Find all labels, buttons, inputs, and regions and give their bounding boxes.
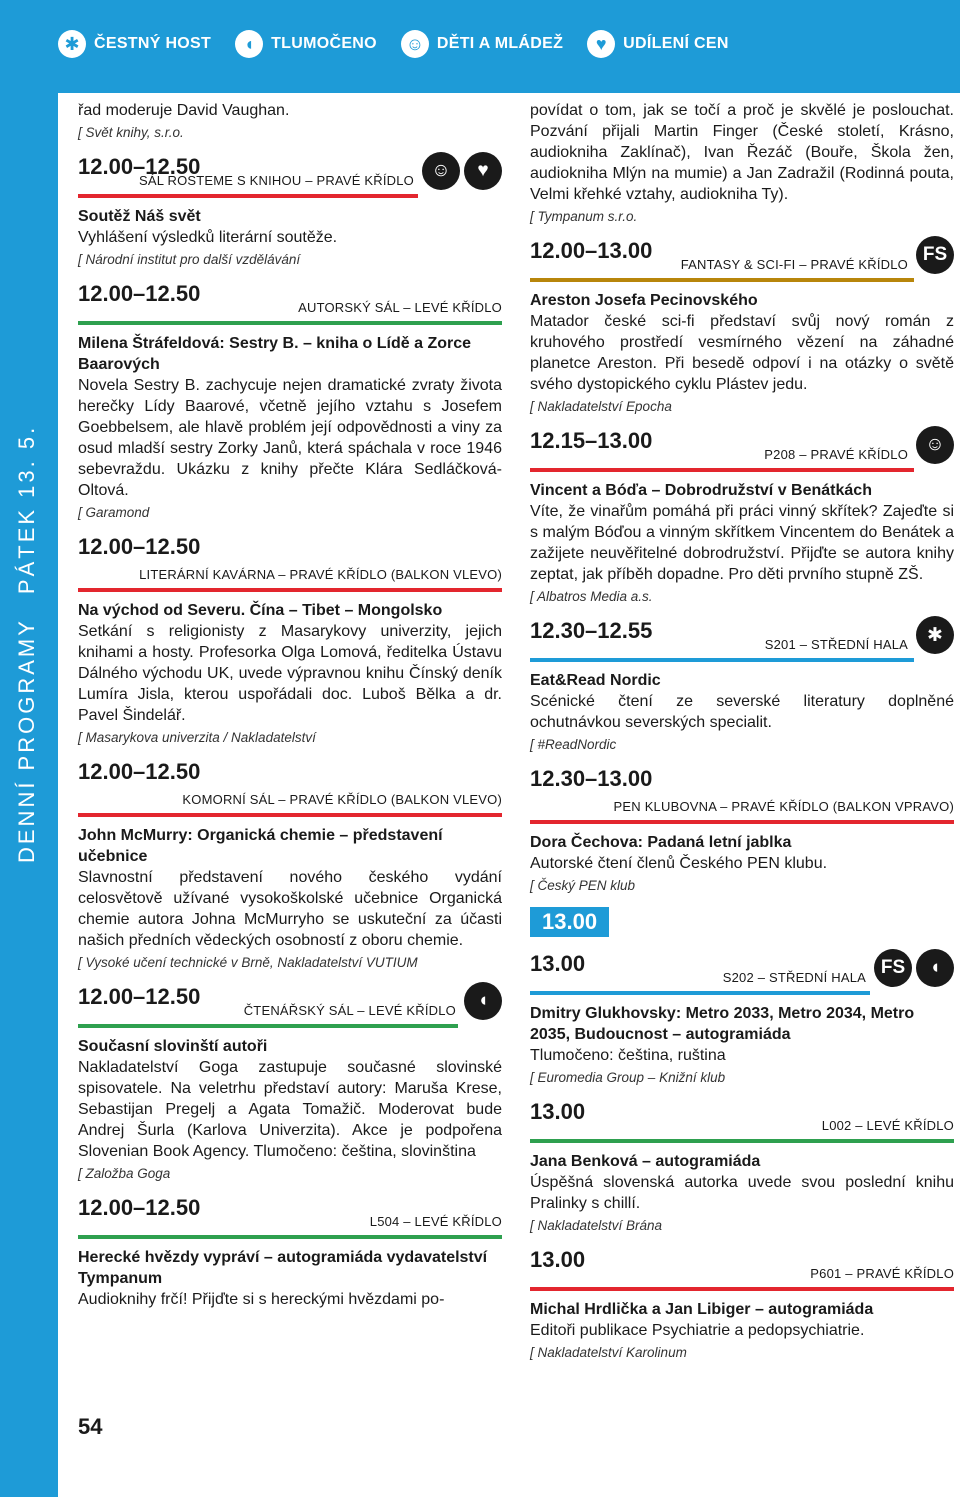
event-time: 12.00–12.50	[78, 759, 201, 784]
award-icon: ♥	[464, 152, 502, 190]
legend-item-interpreted	[235, 30, 377, 58]
smiley-icon: ☺	[916, 426, 954, 464]
legend-item-honor	[58, 30, 211, 58]
event-title: Současní slovinští autoři	[78, 1038, 268, 1055]
header-bar	[0, 0, 960, 93]
event-publisher: [ Národní institut pro další vzdělávání	[78, 252, 301, 267]
smiley-icon: ☺	[422, 152, 460, 190]
event-publisher: [ Euromedia Group – Knižní klub	[530, 1070, 726, 1085]
event-venue: P208 – PRAVÉ KŘÍDLO	[764, 447, 908, 462]
event-description: řad moderuje David Vaughan.	[78, 102, 290, 119]
intro-continuation	[530, 100, 954, 224]
event-block	[78, 534, 502, 745]
event-block	[78, 984, 502, 1181]
event-block	[530, 766, 954, 893]
sidebar-title: DENNÍ PROGRAMY	[14, 618, 39, 863]
fs-icon: FS	[874, 949, 912, 987]
event-venue: AUTORSKÝ SÁL – LEVÉ KŘÍDLO	[298, 300, 502, 315]
legend-item-awards	[587, 30, 729, 58]
venue-bar	[530, 820, 954, 824]
event-description: Autorské čtení členů Českého PEN klubu.	[530, 855, 828, 872]
event-publisher: [ #ReadNordic	[530, 737, 617, 752]
legend-label: DĚTI A MLÁDEŽ	[436, 35, 564, 52]
event-description: Setkání s religionisty z Masarykovy univerzity, jejich knihami a hosty. Profesorka Olga Lomová, ředitelka Ústavu Dálného východu UK, uvede výpravnou knihu Čínský deník Lumíra Jisla, kterou uspořádali doc. Luboš Bělka a dr. Pavel Šindelář.	[78, 623, 502, 724]
event-venue: KOMORNÍ SÁL – PRAVÉ KŘÍDLO (BALKON VLEVO)	[182, 792, 502, 807]
venue-bar	[530, 468, 914, 472]
event-venue: FANTASY & SCI-FI – PRAVÉ KŘÍDLO	[680, 257, 908, 272]
event-block	[530, 1247, 954, 1360]
event-description: Nakladatelství Goga zastupuje současné slovinské spisovatele. Na veletrhu představí autory: Maruša Krese, Sebastijan Pregelj a Agata Tomažič. Moderovat bude Andrej Šurla (Karlova Univerzita). Akce je podpořena Slovenian Book Agency. Tlumočeno: čeština, slovinština	[78, 1059, 502, 1160]
event-publisher: [ Svět knihy, s.r.o.	[78, 125, 184, 140]
hour-box: 13.00	[530, 907, 609, 937]
legend	[58, 30, 753, 58]
venue-bar	[78, 813, 502, 817]
event-venue: PEN KLUBOVNA – PRAVÉ KŘÍDLO (BALKON VPRAVO)	[613, 799, 954, 814]
venue-bar	[530, 1139, 954, 1143]
speech-icon: ◖	[916, 949, 954, 987]
event-description: Novela Sestry B. zachycuje nejen dramatické zvraty života herečky Lídy Baarové, včetně jejího vztahu s Josefem Goebbelsem, ale hlavě problém její odpovědnosti a viny za osud mladší sestry Zorky Janů, která spáchala v roce 1946 sebevraždu. Ukázku z knihy přečte Klára Sedláčková-Oltová.	[78, 377, 502, 499]
right-column	[530, 100, 954, 1374]
event-venue: L002 – LEVÉ KŘÍDLO	[821, 1118, 954, 1133]
event-time: 12.00–12.50	[78, 534, 201, 559]
event-venue: L504 – LEVÉ KŘÍDLO	[369, 1214, 502, 1229]
event-venue: P601 – PRAVÉ KŘÍDLO	[810, 1266, 954, 1281]
event-description: Tlumočeno: čeština, ruština	[530, 1047, 726, 1064]
event-block	[530, 951, 954, 1085]
event-venue: SÁL ROSTEME S KNIHOU – PRAVÉ KŘÍDLO	[138, 173, 414, 188]
event-venue: LITERÁRNÍ KAVÁRNA – PRAVÉ KŘÍDLO (BALKON VLEVO)	[139, 567, 502, 582]
intro-continuation	[78, 100, 502, 140]
event-title: Herecké hvězdy vypráví – autogramiáda vydavatelství Tympanum	[78, 1249, 488, 1287]
event-time: 13.00	[530, 1099, 586, 1124]
event-title: Michal Hrdlička a Jan Libiger – autogramiáda	[530, 1301, 874, 1318]
event-description: Editoři publikace Psychiatrie a pedopsychiatrie.	[530, 1322, 865, 1339]
event-time: 12.00–12.50	[78, 281, 201, 306]
event-description: Slavnostní představení nového českého vydání celosvětově užívané vysokoškolské učebnice Organická chemie autora Johna McMurryho se uskuteční za účasti našich předních vědeckých osobností z oboru chemie.	[78, 869, 502, 949]
hour-marker	[530, 907, 954, 941]
event-venue: S201 – STŘEDNÍ HALA	[764, 637, 908, 652]
event-venue: S202 – STŘEDNÍ HALA	[722, 970, 866, 985]
star-icon: ✱	[916, 616, 954, 654]
event-description: Víte, že vinařům pomáhá při práci vinný skřítek? Zajeďte si s malým Bóďou a vinným skřítkem Vincentem do Benátek a zažijete neuvěřitelné dobrodružství. Přijďte se autora knihy zeptat, jak příběh dopadne. Pro děti prvního stupně ZŠ.	[530, 503, 954, 583]
event-time: 12.00–13.00	[530, 238, 653, 263]
sidebar	[0, 93, 58, 1497]
event-title: Na východ od Severu. Čína – Tibet – Mongolsko	[78, 602, 443, 619]
venue-bar	[78, 588, 502, 592]
sidebar-date: PÁTEK 13. 5.	[14, 424, 39, 595]
star-icon: ✱	[58, 30, 86, 58]
smiley-icon: ☺	[401, 30, 429, 58]
event-time: 12.30–13.00	[530, 766, 653, 791]
venue-bar	[530, 991, 870, 995]
event-description: Matador české sci-fi představí svůj nový román z kruhového prostředí vesmírného vězení na záhadné planetce Areston. Při besedě odpoví i na otázky o světě svého dystopického cyklu Plástev jedu.	[530, 313, 954, 393]
event-time: 12.30–12.55	[530, 618, 653, 643]
event-time: 12.15–13.00	[530, 428, 653, 453]
award-icon: ♥	[587, 30, 615, 58]
event-publisher: [ Nakladatelství Karolinum	[530, 1345, 687, 1360]
event-block	[530, 238, 954, 414]
left-column	[78, 100, 502, 1324]
venue-bar	[530, 1287, 954, 1291]
event-title: Soutěž Náš svět	[78, 208, 201, 225]
event-description: Vyhlášení výsledků literární soutěže.	[78, 229, 338, 246]
event-description: Úspěšná slovenská autorka uvede svou poslední knihu Pralinky s chillí.	[530, 1174, 954, 1212]
page-number: 54	[78, 1414, 103, 1439]
event-title: Dora Čechova: Padaná letní jablka	[530, 834, 792, 851]
event-title: John McMurry: Organická chemie – představení učebnice	[78, 827, 443, 865]
event-title: Vincent a Bóďa – Dobrodružství v Benátkách	[530, 482, 872, 499]
venue-bar	[78, 321, 502, 325]
venue-bar	[530, 658, 914, 662]
venue-bar	[78, 194, 418, 198]
legend-label: UDÍLENÍ CEN	[623, 35, 729, 52]
venue-bar	[530, 278, 914, 282]
event-publisher: [ Vysoké učení technické v Brně, Nakladatelství VUTIUM	[78, 955, 418, 970]
venue-bar	[78, 1235, 502, 1239]
event-block	[530, 428, 954, 604]
event-description: Audioknihy frčí! Přijďte si s hereckými hvězdami po-	[78, 1291, 445, 1308]
event-description: povídat o tom, jak se točí a proč je skvělé je poslouchat. Pozvání přijali Martin Finger (České století, Krásno, audiokniha Zaklínač), Ivan Řezáč (Bouře, Škola žen, audiokniha Mlýn na mumie) a Jan Zadražil (Rodinná pouta, Velmi křehké vztahy, audiokniha Ty).	[530, 102, 954, 203]
legend-label: ČESTNÝ HOST	[94, 35, 212, 52]
event-block	[530, 618, 954, 752]
event-description: Scénické čtení ze severské literatury doplněné ochutnávkou severských specialit.	[530, 693, 954, 731]
event-block	[78, 281, 502, 520]
event-title: Areston Josefa Pecinovského	[530, 292, 758, 309]
event-time: 12.00–12.50	[78, 154, 201, 179]
venue-bar	[78, 1024, 458, 1028]
event-publisher: [ Tympanum s.r.o.	[530, 209, 638, 224]
event-title: Dmitry Glukhovsky: Metro 2033, Metro 2034, Metro 2035, Budoucnost – autogramiáda	[530, 1005, 915, 1043]
legend-label: TLUMOČENO	[271, 35, 377, 52]
event-publisher: [ Nakladatelství Epocha	[530, 399, 672, 414]
event-block	[530, 1099, 954, 1233]
event-publisher: [ Český PEN klub	[530, 878, 636, 893]
event-publisher: [ Založba Goga	[78, 1166, 171, 1181]
event-title: Eat&Read Nordic	[530, 672, 661, 689]
event-block	[78, 759, 502, 970]
speech-icon: ◖	[464, 982, 502, 1020]
event-block	[78, 1195, 502, 1310]
fs-icon: FS	[916, 236, 954, 274]
event-publisher: [ Albatros Media a.s.	[530, 589, 653, 604]
event-time: 12.00–12.50	[78, 984, 201, 1009]
speech-icon: ◖	[235, 30, 263, 58]
event-time: 13.00	[530, 951, 586, 976]
event-block	[78, 154, 502, 267]
event-publisher: [ Masarykova univerzita / Nakladatelství	[78, 730, 316, 745]
event-title: Jana Benková – autogramiáda	[530, 1153, 761, 1170]
sidebar-caption	[14, 403, 40, 863]
legend-item-children	[401, 30, 563, 58]
event-venue: ČTENÁŘSKÝ SÁL – LEVÉ KŘÍDLO	[243, 1003, 456, 1018]
event-time: 13.00	[530, 1247, 586, 1272]
event-publisher: [ Garamond	[78, 505, 150, 520]
event-title: Milena Štráfeldová: Sestry B. – kniha o Lídě a Zorce Baarových	[78, 335, 472, 373]
event-publisher: [ Nakladatelství Brána	[530, 1218, 663, 1233]
event-time: 12.00–12.50	[78, 1195, 201, 1220]
